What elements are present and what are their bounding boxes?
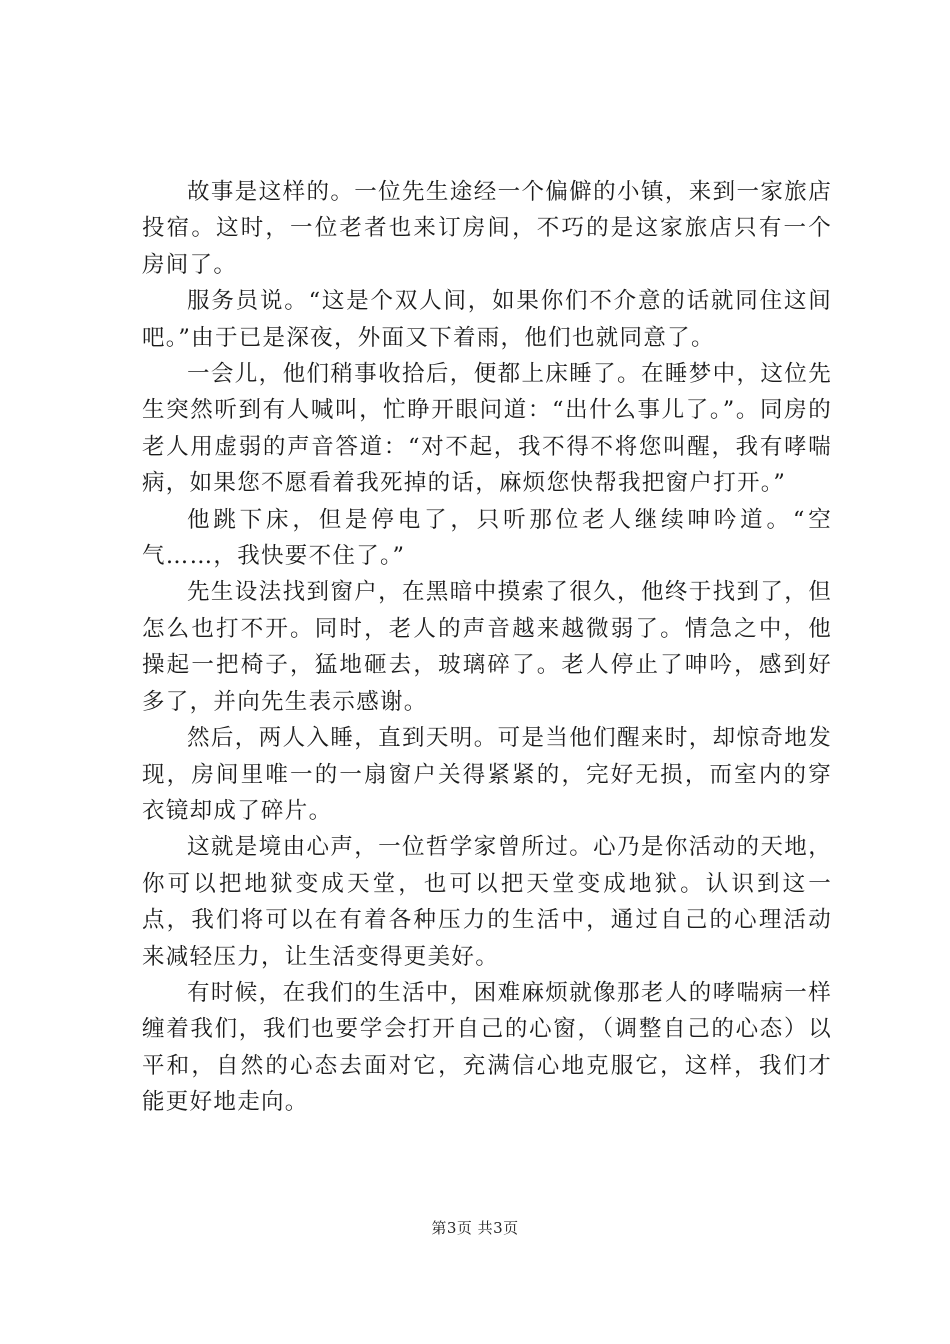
paragraph-4: 他跳下床，但是停电了，只听那位老人继续呻吟道。“空气……，我快要不住了。” [142, 506, 832, 570]
paragraph-6: 然后，两人入睡，直到天明。可是当他们醒来时，却惊奇地发现，房间里唯一的一扇窗户关得紧紧的，完好无损，而室内的穿衣镜却成了碎片。 [142, 725, 832, 824]
paragraph-8: 有时候，在我们的生活中，困难麻烦就像那老人的哮喘病一样缠着我们，我们也要学会打开自己的心窗，（调整自己的心态）以平和，自然的心态去面对它，充满信心地克服它，这样，我们才能更好地走向。 [142, 979, 832, 1116]
page-footer: 第3页 共3页 [431, 1219, 519, 1237]
paragraph-3: 一会儿，他们稍事收拾后，便都上床睡了。在睡梦中，这位先生突然听到有人喊叫，忙睁开眼问道：“出什么事儿了。”。同房的老人用虚弱的声音答道：“对不起，我不得不将您叫醒，我有哮喘病，如果您不愿看着我死掉的话，麻烦您快帮我把窗户打开。” [142, 361, 832, 497]
paragraph-7: 这就是境由心声，一位哲学家曾所过。心乃是你活动的天地，你可以把地狱变成天堂，也可以把天堂变成地狱。认识到这一点，我们将可以在有着各种压力的生活中，通过自己的心理活动来减轻压力，让生活变得更美好。 [142, 834, 832, 970]
document-body [142, 174, 832, 1121]
paragraph-1: 故事是这样的。一位先生途经一个偏僻的小镇，来到一家旅店投宿。这时，一位老者也来订房间，不巧的是这家旅店只有一个房间了。 [142, 179, 832, 278]
paragraph-5: 先生设法找到窗户，在黑暗中摸索了很久，他终于找到了，但怎么也打不开。同时，老人的声音越来越微弱了。情急之中，他操起一把椅子，猛地砸去，玻璃碎了。老人停止了呻吟，感到好多了，并向先生表示感谢。 [142, 579, 832, 715]
paragraph-2: 服务员说。“这是个双人间，如果你们不介意的话就同住这间吧。”由于已是深夜，外面又下着雨，他们也就同意了。 [142, 288, 832, 351]
